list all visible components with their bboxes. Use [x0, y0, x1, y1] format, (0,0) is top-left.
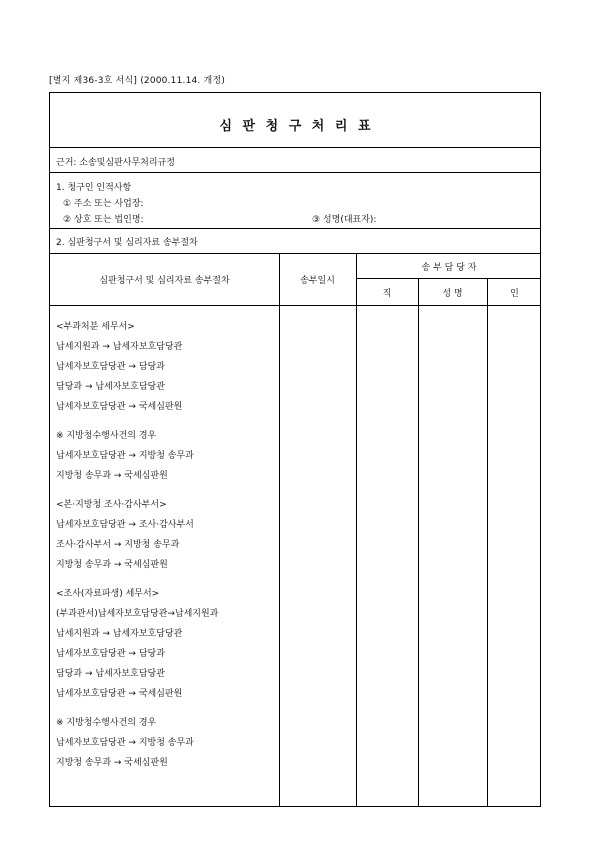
divider: [50, 253, 540, 254]
procedure-line: 납세자보호담당관 → 담당과: [56, 649, 165, 659]
address-label: ① 주소 또는 사업장:: [63, 199, 144, 209]
col-staff-header: 송 부 담 당 자: [421, 263, 477, 273]
procedure-line: 납세자보호담당관 → 국세심판원: [56, 402, 183, 412]
procedure-line: 담당과 → 납세자보호담당관: [56, 382, 165, 392]
procedure-line: 납세지원과 → 납세자보호담당관: [56, 342, 183, 352]
divider: [50, 228, 540, 229]
company-label: ② 상호 또는 법인명:: [63, 215, 144, 225]
name-label: ③ 성명(대표자):: [312, 215, 377, 225]
procedure-line: 조사·감사부서 → 지방청 송무과: [56, 540, 180, 550]
form-frame: [49, 92, 541, 807]
procedure-line: 지방청 송무과 → 국세심판원: [56, 758, 168, 768]
procedure-line: ※ 지방청수행사건의 경우: [56, 431, 157, 441]
divider: [50, 147, 540, 148]
procedure-line: (부과관서)납세자보호담당관→납세지원과: [56, 609, 219, 619]
section1-heading: 1. 청구인 인적사항: [56, 183, 132, 193]
column-rule: [356, 253, 357, 806]
col-procedure-header: 심판청구서 및 심리자료 송부절차: [99, 276, 230, 286]
col-position-header: 직: [382, 289, 392, 299]
procedure-line: 담당과 → 납세자보호담당관: [56, 669, 165, 679]
procedure-line: <조사(자료파생) 세무서>: [56, 589, 160, 599]
procedure-line: 납세지원과 → 납세자보호담당관: [56, 629, 183, 639]
column-rule: [418, 278, 419, 806]
form-caption: [별지 제36-3호 서식] (2000.11.14. 개정): [49, 76, 226, 86]
form-title: 심 판 청 구 처 리 표: [219, 119, 371, 134]
procedure-line: 납세자보호담당관 → 조사·감사부서: [56, 520, 194, 530]
procedure-line: 납세자보호담당관 → 담당과: [56, 362, 165, 372]
divider: [50, 172, 540, 173]
procedure-line: <본·지방청 조사·감사부서>: [56, 500, 167, 510]
col-seal-header: 인: [510, 289, 519, 299]
procedure-line: 납세자보호담당관 → 지방청 송무과: [56, 451, 194, 461]
procedure-line: ※ 지방청수행사건의 경우: [56, 718, 157, 728]
col-name-header: 성 명: [442, 289, 463, 299]
divider: [50, 305, 540, 306]
procedure-line: 지방청 송무과 → 국세심판원: [56, 471, 168, 481]
column-rule: [279, 253, 280, 806]
procedure-line: 납세자보호담당관 → 지방청 송무과: [56, 738, 194, 748]
procedure-line: <부과처분 세무서>: [56, 322, 135, 332]
procedure-line: 납세자보호담당관 → 국세심판원: [56, 689, 183, 699]
basis-text: 근거: 소송및심판사무처리규정: [56, 158, 175, 168]
procedure-line: 지방청 송무과 → 국세심판원: [56, 560, 168, 570]
column-rule: [487, 278, 488, 806]
section2-heading: 2. 심판청구서 및 심리자료 송부절차: [56, 238, 198, 248]
divider: [356, 278, 540, 279]
col-date-header: 송부일시: [300, 276, 335, 286]
